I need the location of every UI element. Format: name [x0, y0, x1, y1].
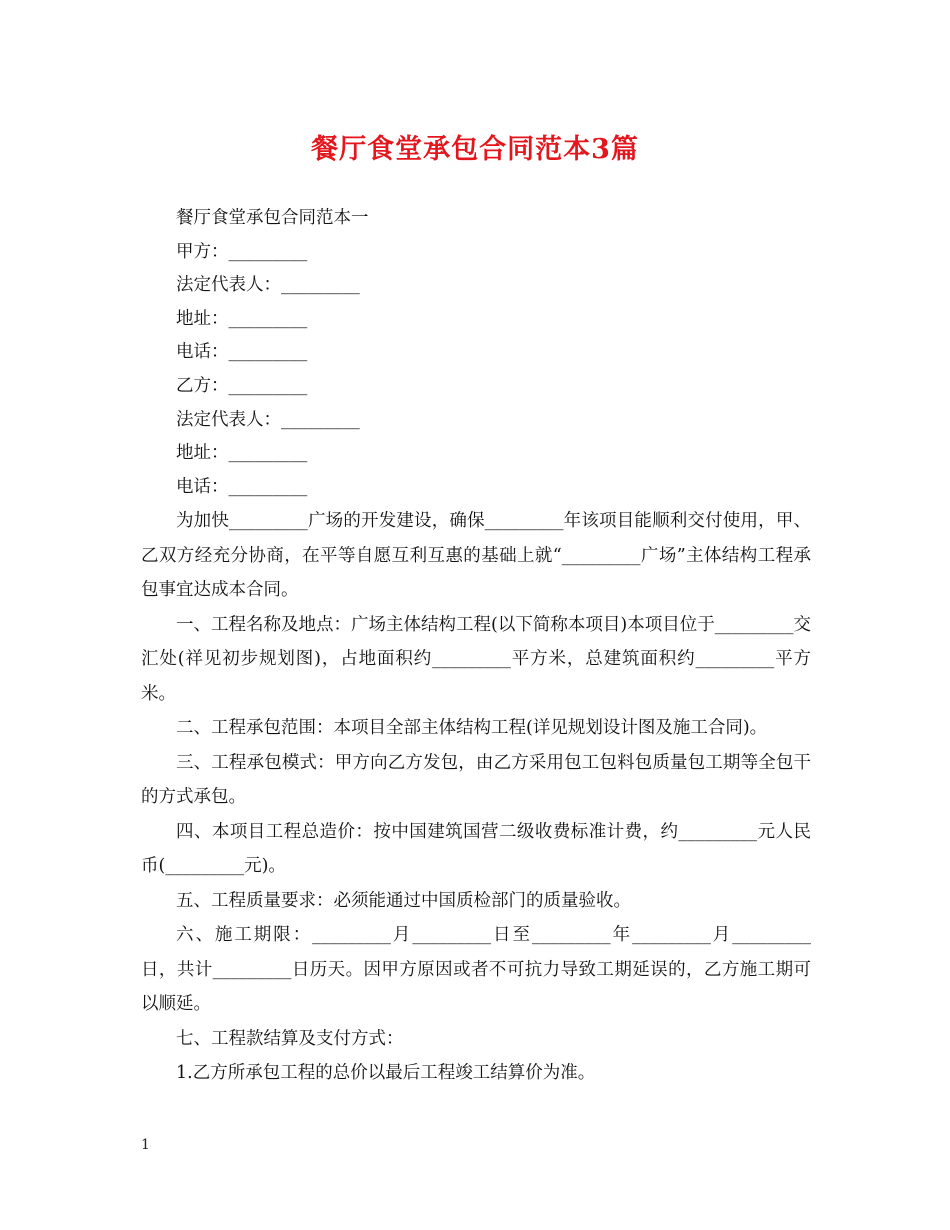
clause-6-construction-period: 六、施工期限：_________月_________日至_________年_________月_________日，共计_________日历天。因甲方原因或者不可抗力导致工期延误的，乙方施工期可以顺延。 — [141, 925, 811, 1015]
party-b-legal-representative: 法定代表人：_________ — [176, 409, 360, 430]
clause-5-quality: 五、工程质量要求：必须能通过中国质检部门的质量验收。 — [176, 890, 631, 911]
document-title: 餐厅食堂承包合同范本3篇 — [311, 134, 639, 165]
payment-item-1: 1.乙方所承包工程的总价以最后工程竣工结算价为准。 — [176, 1063, 596, 1084]
contract-heading: 餐厅食堂承包合同范本一 — [176, 208, 369, 228]
clause-1-project-location: 一、工程名称及地点：广场主体结构工程(以下简称本项目)本项目位于_________交汇处(祥见初步规划图)，占地面积约_________平方米，总建筑面积约_________平方米。 — [141, 614, 811, 704]
party-b-address: 地址：_________ — [176, 443, 308, 464]
party-b-phone: 电话：_________ — [176, 476, 308, 497]
clause-4-total-cost: 四、本项目工程总造价：按中国建筑国营二级收费标准计费，约_________元人民币(_________元)。 — [141, 821, 811, 877]
party-a-field: 甲方：_________ — [176, 241, 308, 262]
party-a-phone: 电话：_________ — [176, 342, 308, 363]
intro-paragraph: 为加快_________广场的开发建设，确保_________年该项目能顺利交付使用，甲、乙双方经充分协商，在平等自愿互利互惠的基础上就“_________广场”主体结构工程承包事宜达成本合同。 — [141, 511, 811, 601]
party-b-field: 乙方：_________ — [176, 375, 308, 396]
clause-7-payment: 七、工程款结算及支付方式： — [176, 1028, 404, 1049]
party-a-legal-representative: 法定代表人：_________ — [176, 275, 360, 296]
party-a-address: 地址：_________ — [176, 308, 308, 329]
clause-3-contract-mode: 三、工程承包模式：甲方向乙方发包，由乙方采用包工包料包质量包工期等全包干的方式承包。 — [141, 752, 811, 808]
document-body — [141, 202, 811, 1091]
clause-2-scope: 二、工程承包范围：本项目全部主体结构工程(详见规划设计图及施工合同)。 — [176, 718, 768, 739]
page-number: 1 — [141, 1137, 150, 1153]
